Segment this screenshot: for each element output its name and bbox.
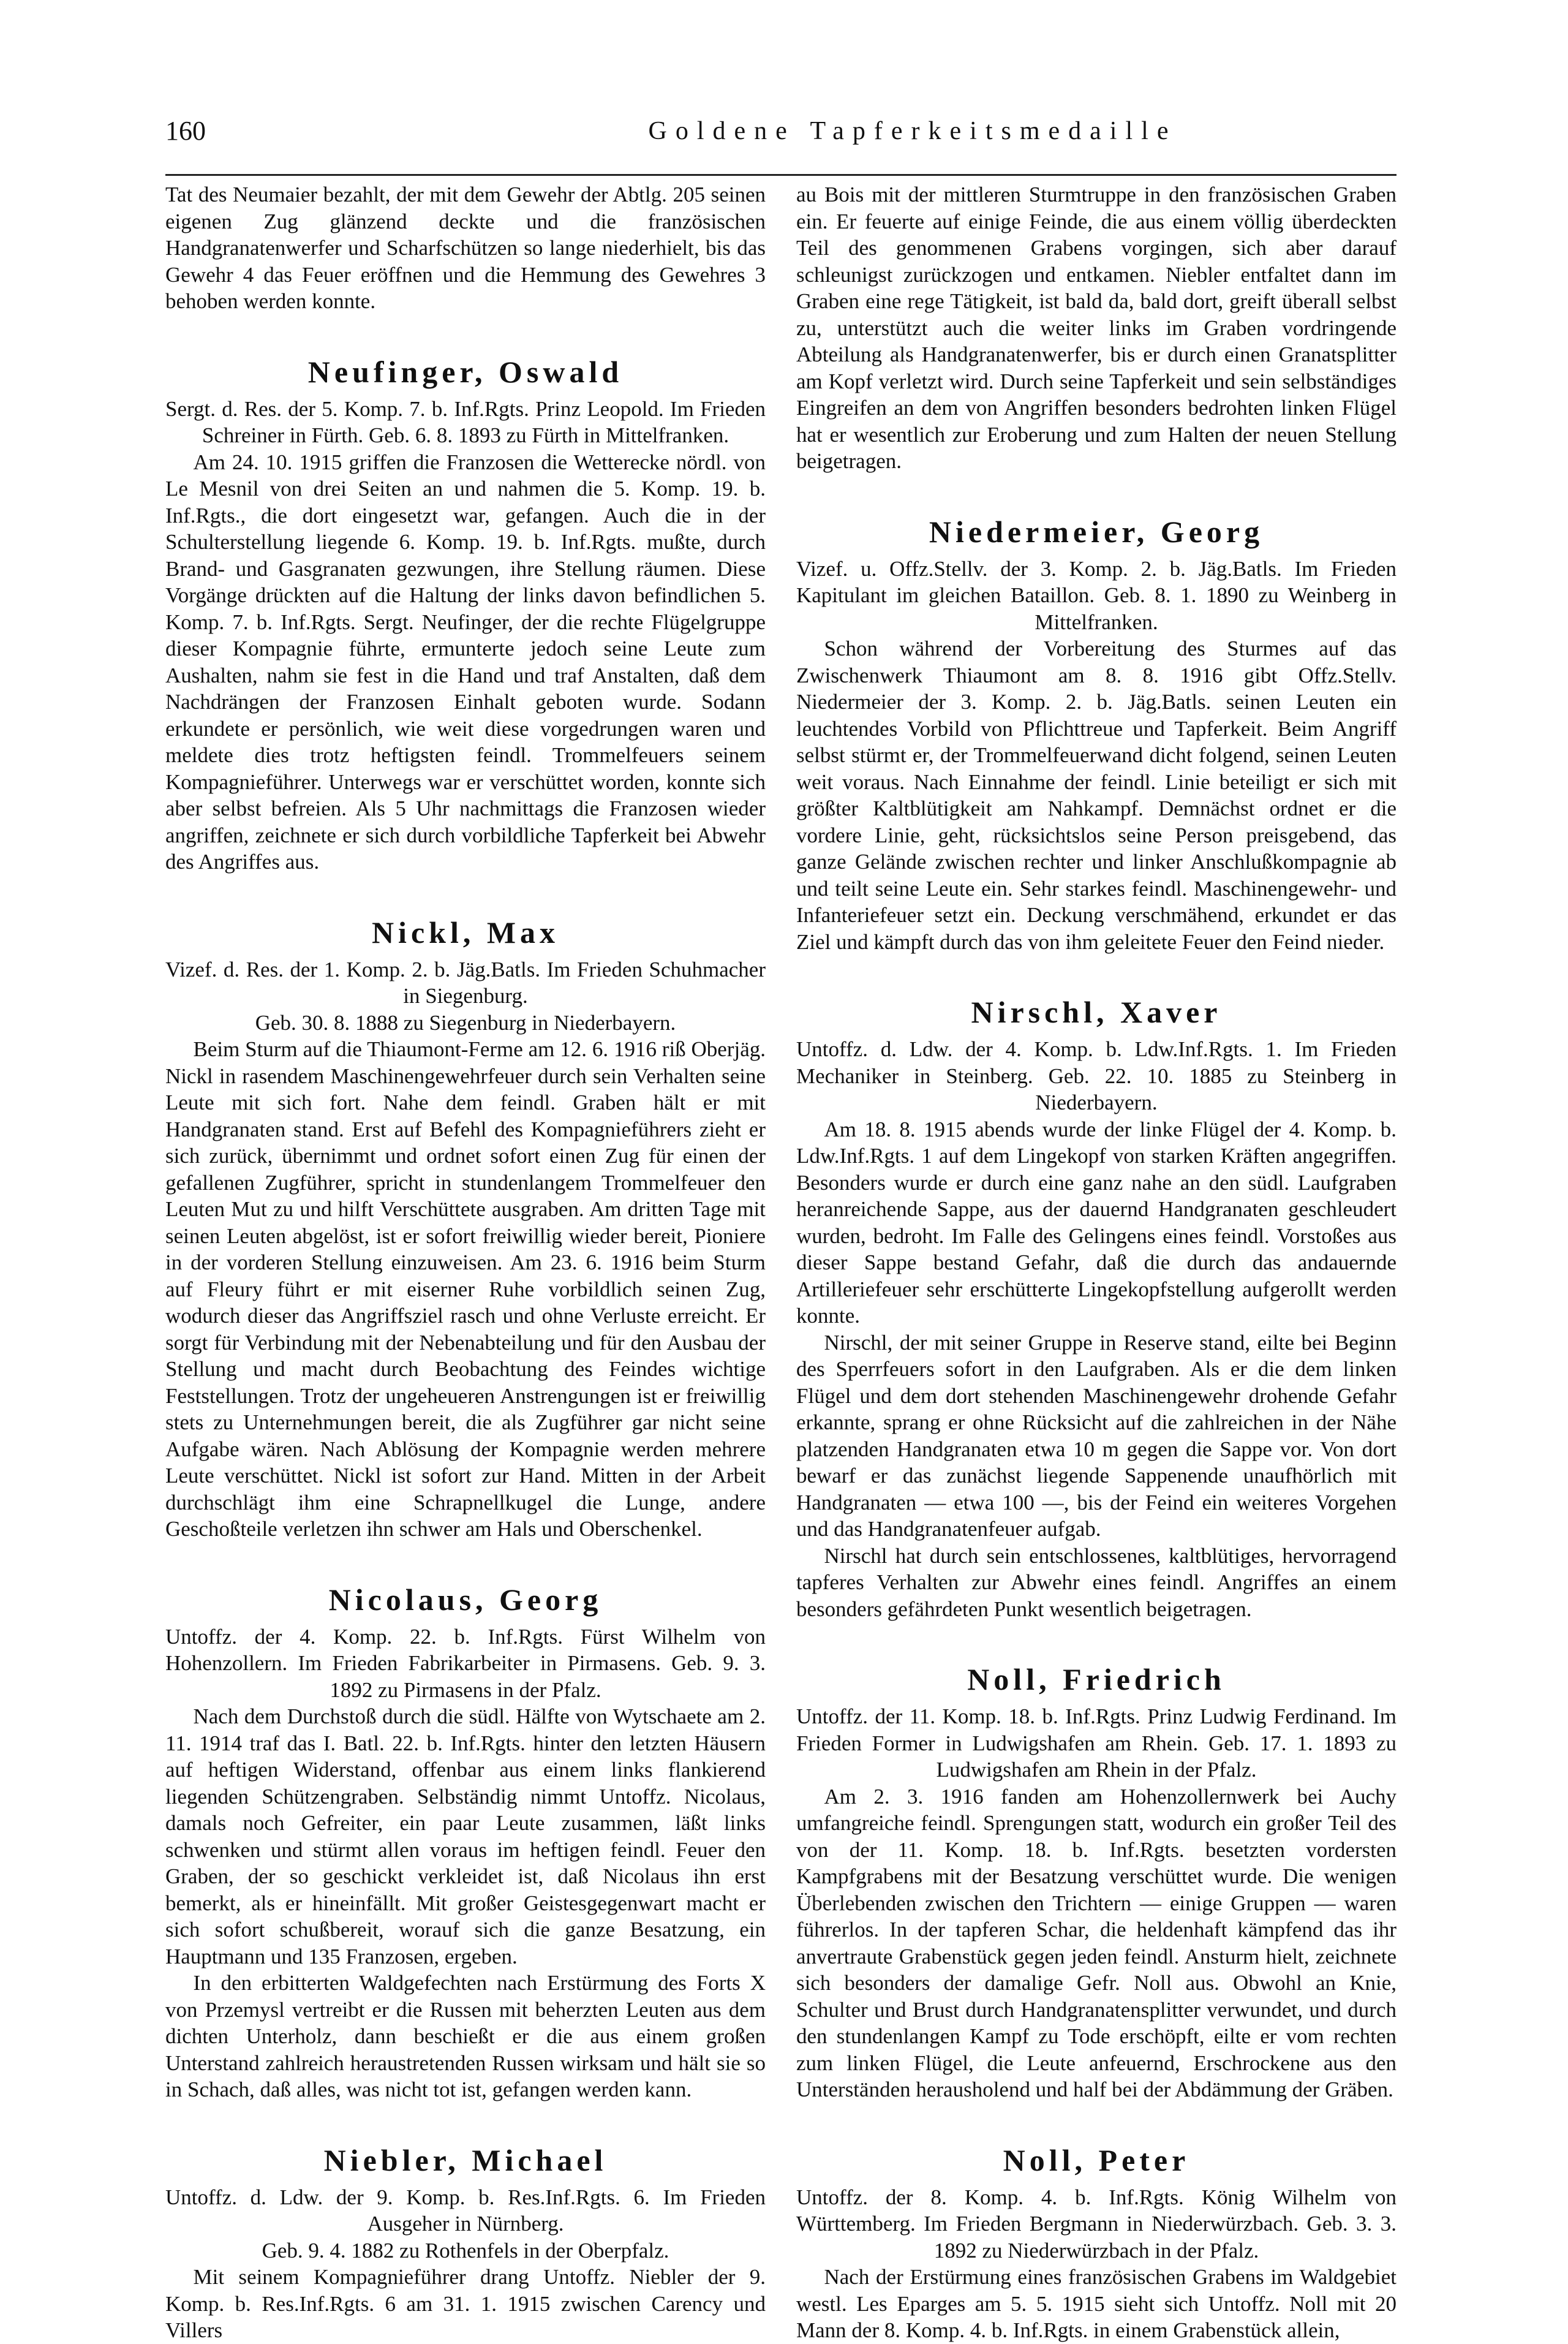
entry-paragraph: In den erbitterten Waldgefechten nach Erstürmung des Forts X von Przemysl vertreibt er die Russen mit beherzten Leuten aus dem dichten Unterholz, dann beschießt er die aus einem großen Unterstand zahlreich heraustretenden Russen wirksam und hält sie so in Schach, daß alles, was nicht tot ist, gefangen werden kann. xyxy=(165,1971,766,2101)
entry-paragraph: Am 18. 8. 1915 abends wurde der linke Flügel der 4. Komp. b. Ldw.Inf.Rgts. 1 auf dem Lingekopf von starken Kräften angegriffen. Besonders wurde er durch eine ganz nahe an den südl. Laufgraben heranreichende Sappe, aus der dauernd Handgranaten geschleudert wurden, bedroht. Im Falle des Gelingens eines feindl. Vorstoßes aus dieser Sappe bestand Gefahr, daß die durch das andauernde Artilleriefeuer sehr erschütterte Lingekopfstellung aufgerollt werden konnte. xyxy=(796,1117,1396,1328)
entry-name-heading: Noll, Friedrich xyxy=(967,1662,1226,1696)
entry-biography: Sergt. d. Res. der 5. Komp. 7. b. Inf.Rgts. Prinz Leopold. Im Frieden Schreiner in Fürth. Geb. 6. 8. 1893 zu Fürth in Mittelfranken. xyxy=(165,396,766,447)
entry-paragraph: Nirschl, der mit seiner Gruppe in Reserve stand, eilte bei Beginn des Sperrfeuers sofort in den Laufgraben. Als er die dem linken Flügel und dem dort stehenden Maschinengewehr drohende Gefahr erkannte, sprang er ohne Rücksicht auf die zahlreichen in der Nähe platzenden Handgranaten etwa 10 m gegen die Sappe vor. Von dort bewarf er das zunächst liegende Sappenende unaufhörlich mit Handgranaten — etwa 100 —, bis der Feind ein weiteres Vorgehen und das Handgranatenfeuer aufgab. xyxy=(796,1330,1396,1541)
entry-paragraph: Schon während der Vorbereitung des Sturmes auf das Zwischenwerk Thiaumont am 8. 8. 1916 gibt Offz.Stellv. Niedermeier der 3. Komp. 2. b. Jäg.Batls. seinen Leuten ein leuchtendes Vorbild von Pflichttreue und Tapferkeit. Beim Angriff selbst stürmt er, der Trommelfeuerwand dicht folgend, seinen Leuten weit voraus. Nach Einnahme der feindl. Linie beteiligt er sich mit größter Kaltblütigkeit am Nahkampf. Demnächst ordnet er die vordere Linie, geht, rücksichtslos seine Person preisgebend, das ganze Gelände zwischen rechter und linker Anschlußkompagnie ab und teilt seine Leute ein. Sehr starkes feindl. Maschinengewehr- und Infanteriefeuer setzt ein. Deckung verschmähend, erkundet er das Ziel und kämpft durch das von ihm geleitete Feuer den Feind nieder. xyxy=(796,637,1396,954)
entry xyxy=(165,915,766,1543)
entry-name-heading: Noll, Peter xyxy=(1003,2142,1190,2177)
entry-biography: Vizef. d. Res. der 1. Komp. 2. b. Jäg.Batls. Im Frieden Schuhmacher in Siegenburg. xyxy=(165,957,766,1008)
entry xyxy=(165,354,766,875)
entry-biography: Untoffz. d. Ldw. der 4. Komp. b. Ldw.Inf.Rgts. 1. Im Frieden Mechaniker in Steinberg. Geb. 22. 10. 1885 zu Steinberg in Niederbayern. xyxy=(796,1037,1396,1114)
entry-paragraph: Beim Sturm auf die Thiaumont-Ferme am 12. 6. 1916 riß Oberjäg. Nickl in rasendem Maschinengewehrfeuer durch sein Verhalten seine Leute mit sich fort. Nahe dem feindl. Graben hält er mit Handgranaten stand. Erst auf Befehl des Kompagnieführers zieht er sich zurück, übernimmt und ordnet sofort einen Zug für einen der gefallenen Zugführer, spricht in stundenlangem Trommelfeuer den Leuten Mut zu und hilft Verschüttete ausgraben. Am dritten Tage mit seinen Leuten abgelöst, ist er sofort freiwillig wieder bereit, Pioniere in der vorderen Stellung einzuweisen. Am 23. 6. 1916 beim Sturm auf Fleury führt er mit eiserner Ruhe vorbildlich seinen Zug, wodurch dieser das Angriffsziel rasch und ohne Verluste erreicht. Er sorgt für Verbindung mit der Nebenabteilung und für den Ausbau der Stellung und macht durch Beobachtung des Feindes wichtige Feststellungen. Trotz der ungeheueren Anstrengungen ist er freiwillig stets zu Unternehmungen bereit, die als Zugführer gar nicht seine Aufgabe wären. Nach Ablösung der Kompagnie werden mehrere Leute verschüttet. Nickl ist sofort zur Hand. Mitten in der Arbeit durchschlägt ihm eine Schrapnellkugel die Lunge, andere Geschoßteile verletzen ihn schwer am Hals und Oberschenkel. xyxy=(165,1037,766,1541)
entry-biography: Geb. 30. 8. 1888 zu Siegenburg in Niederbayern. xyxy=(255,1010,676,1035)
entry-biography: Untoffz. der 8. Komp. 4. b. Inf.Rgts. König Wilhelm von Württemberg. Im Frieden Bergmann in Niederwürzbach. Geb. 3. 3. 1892 zu Niederwürzbach in der Pfalz. xyxy=(796,2185,1396,2263)
entry-biography: Untoffz. der 11. Komp. 18. b. Inf.Rgts. Prinz Ludwig Ferdinand. Im Frieden Former in Ludwigshafen am Rhein. Geb. 17. 1. 1893 zu Ludwigshafen am Rhein in der Pfalz. xyxy=(796,1704,1396,1782)
running-title: Goldene Tapferkeitsmedaille xyxy=(648,117,1177,145)
entry-name-heading: Niedermeier, Georg xyxy=(929,514,1264,549)
continuation-paragraph: au Bois mit der mittleren Sturmtruppe in den französischen Graben ein. Er feuerte auf einige Feinde, die aus einem völlig überdeckten Teil des genommenen Grabens vorgingen, sich aber darauf schleunigst zurückzogen und entkamen. Niebler entfaltet dann im Graben eine rege Tätigkeit, ist bald da, bald dort, greift überall selbst zu, unterstützt auch die weiter links im Graben vordringende Abteilung als Handgranatenwerfer, bis er durch einen Granatsplitter am Kopf verletzt wird. Durch seine Tapferkeit und sein selbständiges Eingreifen an dem von Angriffen besonders bedrohten linken Flügel hat er wesentlich zur Eroberung und zum Halten der neuen Stellung beigetragen. xyxy=(796,183,1396,473)
entry-name-heading: Nirschl, Xaver xyxy=(971,995,1222,1029)
entry xyxy=(796,994,1396,1622)
entry-biography: Untoffz. der 4. Komp. 22. b. Inf.Rgts. Fürst Wilhelm von Hohenzollern. Im Frieden Fabrikarbeiter in Pirmasens. Geb. 9. 3. 1892 zu Pirmasens in der Pfalz. xyxy=(165,1624,766,1702)
left-column xyxy=(165,181,766,2344)
entry xyxy=(796,1662,1396,2103)
entry xyxy=(165,1582,766,2103)
entry-name-heading: Neufinger, Oswald xyxy=(307,354,624,389)
entry-paragraph: Am 2. 3. 1916 fanden am Hohenzollernwerk bei Auchy umfangreiche feindl. Sprengungen statt, wodurch ein großer Teil des von der 11. Komp. 18. b. Inf.Rgts. besetzten vordersten Kampfgrabens mit der Besatzung verschüttet wurde. Die wenigen Überlebenden zwischen den Trichtern — einige Gruppen — waren führerlos. In der tapferen Schar, die heldenhaft kämpfend das ihr anvertraute Grabenstück gegen jeden feindl. Ansturm hielt, zeichnete sich besonders der damalige Gefr. Noll aus. Obwohl an Knie, Schulter und Brust durch Handgranatensplitter verwundet, und durch den stundenlangen Kampf zu Tode erschöpft, eilte er vom rechten zum linken Flügel, die Leute anfeuernd, Erschrockene aus den Unterständen herausholend und half bei der Abdämmung der Gräben. xyxy=(796,1784,1396,2101)
entry-biography: Untoffz. d. Ldw. der 9. Komp. b. Res.Inf.Rgts. 6. Im Frieden Ausgeher in Nürnberg. xyxy=(165,2185,766,2236)
page-number: 160 xyxy=(165,116,206,146)
continuation-paragraph: Tat des Neumaier bezahlt, der mit dem Gewehr der Abtlg. 205 seinen eigenen Zug glänzend deckte und die französischen Handgranatenwerfer und Scharfschützen so lange niederhielt, bis das Gewehr 4 das Feuer eröffnen und die Hemmung des Gewehres 3 behoben werden konnte. xyxy=(165,183,766,313)
entry-paragraph: Nirschl hat durch sein entschlossenes, kaltblütiges, hervorragend tapferes Verhalten zur Abwehr eines feindl. Angriffes an einem besonders gefährdeten Punkt wesentlich beigetragen. xyxy=(796,1543,1396,1621)
entry-name-heading: Niebler, Michael xyxy=(323,2142,608,2177)
entry xyxy=(165,2142,766,2344)
entry-paragraph: Mit seinem Kompagnieführer drang Untoffz. Niebler der 9. Komp. b. Res.Inf.Rgts. 6 am 31. 1. 1915 zwischen Carency und Villers xyxy=(165,2265,766,2342)
entry-name-heading: Nickl, Max xyxy=(371,915,560,950)
entry-paragraph: Am 24. 10. 1915 griffen die Franzosen die Wetterecke nördl. von Le Mesnil von drei Seiten an und nahmen die 5. Komp. 19. b. Inf.Rgts., die dort eingesetzt war, gefangen. Auch die in der Schulterstellung liegende 6. Komp. 19. b. Inf.Rgts. mußte, durch Brand- und Gasgranaten gezwungen, ihre Stellung räumen. Diese Vorgänge drückten auf die Haltung der links davon befindlichen 5. Komp. 7. b. Inf.Rgts. Sergt. Neufinger, der die rechte Flügelgruppe dieser Kompagnie führte, ermunterte jedoch seine Leute zum Aushalten, nahm sie fest in die Hand und traf Anstalten, daß dem Nachdrängen der Franzosen Einhalt geboten wurde. Sodann erkundete er persönlich, wie weit diese vorgedrungen waren und meldete dies trotz heftigsten feindl. Trommelfeuers seinem Kompagnieführer. Unterwegs war er verschüttet worden, konnte sich aber selbst befreien. Als 5 Uhr nachmittags die Franzosen wieder angriffen, zeichnete er sich durch vorbildliche Tapferkeit bei Abwehr des Angriffes aus. xyxy=(165,450,766,874)
entry-biography: Vizef. u. Offz.Stellv. der 3. Komp. 2. b. Jäg.Batls. Im Frieden Kapitulant im gleichen Bataillon. Geb. 8. 1. 1890 zu Weinberg in Mittelfranken. xyxy=(796,556,1396,634)
entry-biography: Geb. 9. 4. 1882 zu Rothenfels in der Oberpfalz. xyxy=(262,2238,669,2263)
header-rule xyxy=(165,174,1396,176)
entry-paragraph: Nach der Erstürmung eines französischen Grabens im Waldgebiet westl. Les Eparges am 5. 5. 1915 sieht sich Untoffz. Noll mit 20 Mann der 8. Komp. 4. b. Inf.Rgts. in einem Grabenstück allein, xyxy=(796,2265,1396,2342)
entry-name-heading: Nicolaus, Georg xyxy=(328,1582,603,1617)
right-column xyxy=(796,181,1396,2344)
entry xyxy=(796,2142,1396,2344)
entry xyxy=(796,514,1396,956)
entry-paragraph: Nach dem Durchstoß durch die südl. Hälfte von Wytschaete am 2. 11. 1914 traf das I. Batl. 22. b. Inf.Rgts. hinter den letzten Häusern auf heftigen Widerstand, offenbar aus einem links flankierend liegenden Schützengraben. Selbständig nimmt Untoffz. Nicolaus, damals noch Gefreiter, ein paar Leute zusammen, läßt links schwenken und stürmt allen voraus im heftigen feindl. Feuer den Graben, der so geschickt verkleidet ist, daß Nicolaus ihn erst bemerkt, als er hineinfällt. Mit großer Geistesgegenwart macht er sich sofort schußbereit, worauf sich die ganze Besatzung, ein Hauptmann und 135 Franzosen, ergeben. xyxy=(165,1704,766,1968)
